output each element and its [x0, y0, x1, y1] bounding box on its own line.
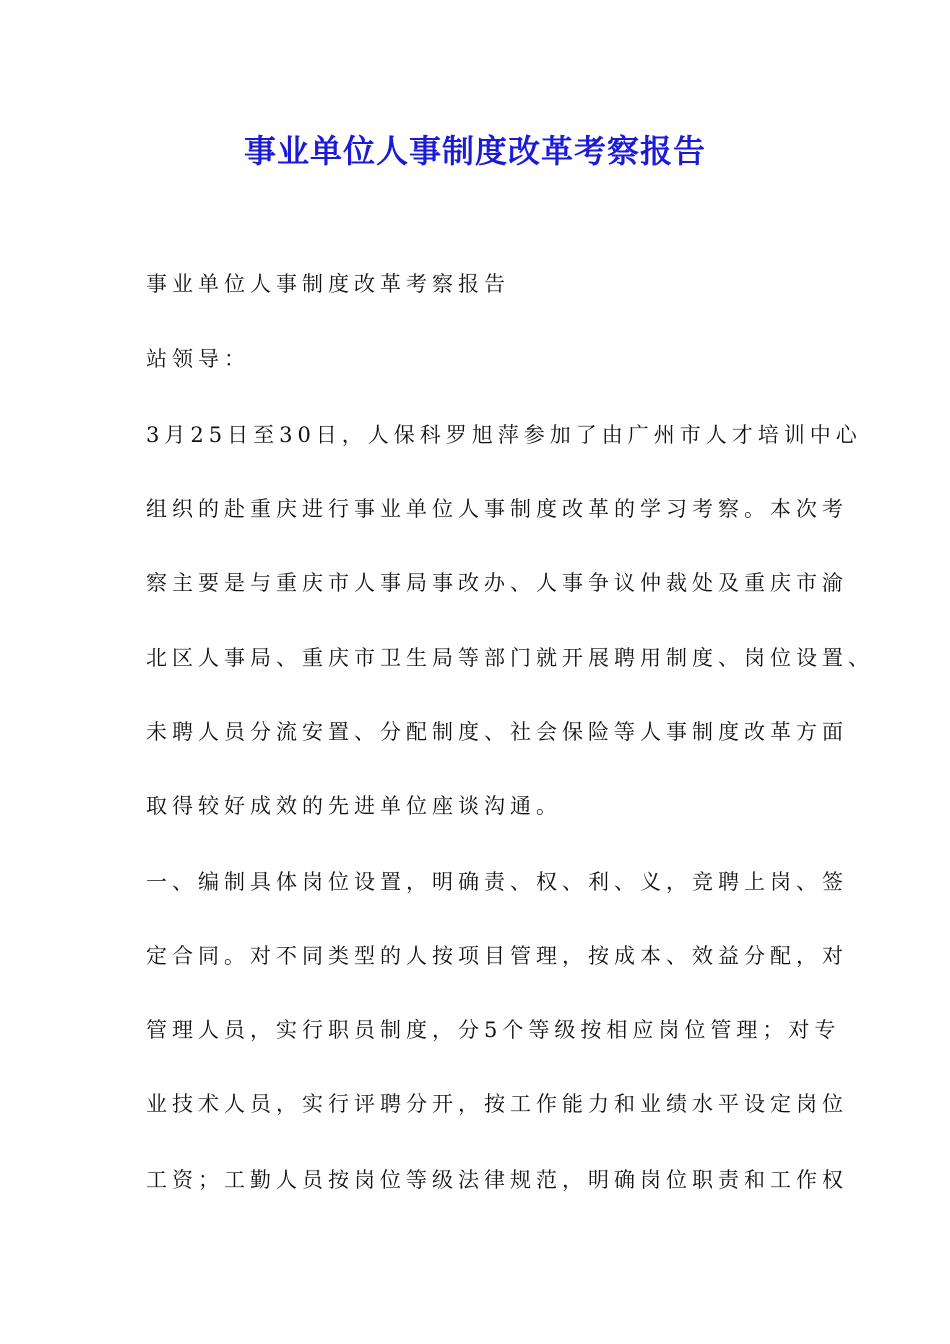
body-line: 工资；工勤人员按岗位等级法律规范，明确岗位职责和工作权 [146, 1168, 848, 1192]
body-line: 一、编制具体岗位设置，明确责、权、利、义，竞聘上岗、签 [146, 870, 848, 894]
body-line-subtitle: 事业单位人事制度改革考察报告 [146, 272, 510, 296]
body-line: 业技术人员，实行评聘分开，按工作能力和业绩水平设定岗位 [146, 1092, 848, 1116]
body-line: 定合同。对不同类型的人按项目管理，按成本、效益分配，对 [146, 944, 848, 968]
body-line: 未聘人员分流安置、分配制度、社会保险等人事制度改革方面 [146, 720, 848, 744]
body-line: 3月25日至30日，人保科罗旭萍参加了由广州市人才培训中心 [146, 423, 862, 447]
body-line: 取得较好成效的先进单位座谈沟通。 [146, 794, 562, 818]
body-line: 北区人事局、重庆市卫生局等部门就开展聘用制度、岗位设置、 [146, 646, 874, 670]
body-line: 组织的赴重庆进行事业单位人事制度改革的学习考察。本次考 [146, 497, 848, 521]
body-line-salutation: 站领导： [146, 347, 250, 371]
document-title: 事业单位人事制度改革考察报告 [243, 132, 706, 170]
body-line: 察主要是与重庆市人事局事改办、人事争议仲裁处及重庆市渝 [146, 571, 848, 595]
body-line: 管理人员，实行职员制度，分5个等级按相应岗位管理；对专 [146, 1018, 841, 1042]
